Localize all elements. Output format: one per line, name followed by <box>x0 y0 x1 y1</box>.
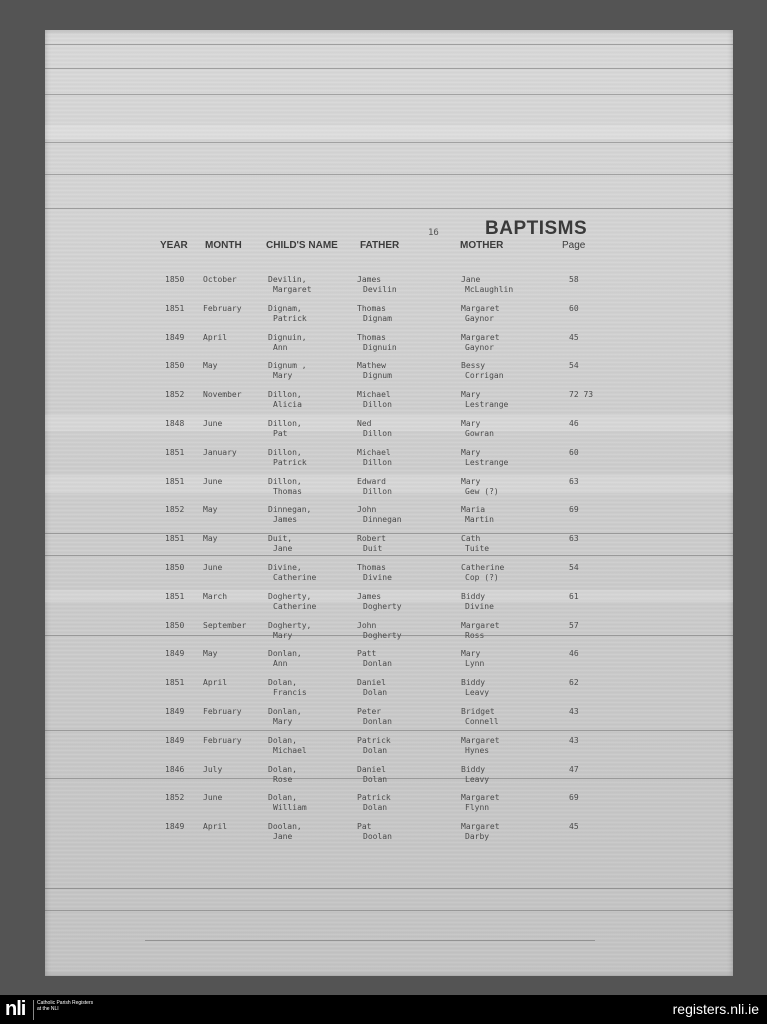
entry-year: 1849 <box>165 332 185 342</box>
entry-mother-forename: Margaret <box>461 332 500 342</box>
entry-child-forename: Rose <box>273 774 293 784</box>
entry-father-forename: Pat <box>357 822 372 832</box>
entry-father-forename: Thomas <box>357 563 386 572</box>
entry-month: May <box>203 505 218 515</box>
site-link[interactable]: registers.nli.ie <box>672 1001 759 1017</box>
entry-year: 1846 <box>165 764 185 774</box>
entry-mother-forename: Cath <box>461 534 481 544</box>
entry-father-forename: Thomas <box>357 303 386 313</box>
entry-page-ref: 45 <box>569 822 579 832</box>
entry-child-forename: Mary <box>273 717 293 726</box>
entry-mother-forename: Margaret <box>461 793 500 803</box>
entry-child-surname: Dolan, <box>268 764 297 774</box>
entry-mother-forename: Mary <box>461 447 481 457</box>
entry-year: 1851 <box>165 591 185 601</box>
entry-year: 1851 <box>165 476 185 486</box>
entry-month: September <box>203 620 247 630</box>
entry-child-forename: Patrick <box>273 313 307 323</box>
entry-page-ref: 57 <box>569 620 579 630</box>
entry-father-surname: Dogherty <box>363 601 402 611</box>
entry-mother-surname: Ross <box>465 630 485 640</box>
entry-month: October <box>203 275 237 284</box>
entry-father-surname: Dogherty <box>363 630 402 640</box>
entry-child-surname: Dillon, <box>268 419 302 428</box>
entry-month: April <box>203 332 228 342</box>
entry-mother-surname: Darby <box>465 832 490 842</box>
entry-father-surname: Duit <box>363 544 383 554</box>
entry-year: 1852 <box>165 793 185 803</box>
entry-year: 1851 <box>165 303 185 313</box>
entry-child-forename: Margaret <box>273 285 312 294</box>
page-number: 16 <box>428 228 439 238</box>
table-row <box>45 765 733 795</box>
entry-year: 1851 <box>165 678 185 688</box>
entry-page-ref: 58 <box>569 275 579 284</box>
entry-mother-surname: Hynes <box>465 745 490 755</box>
entry-father-surname: Dignam <box>363 313 392 323</box>
entry-month: January <box>203 447 237 457</box>
entry-month: April <box>203 678 228 688</box>
header-father: FATHER <box>360 240 400 251</box>
entry-child-surname: Duit, <box>268 534 293 544</box>
entry-mother-surname: Gowran <box>465 429 494 438</box>
entry-mother-forename: Biddy <box>461 678 486 688</box>
entry-father-forename: Robert <box>357 534 386 544</box>
entry-mother-surname: Corrigan <box>465 371 504 381</box>
entry-mother-forename: Mary <box>461 476 481 486</box>
entry-mother-surname: Connell <box>465 717 499 726</box>
table-row <box>45 563 733 593</box>
entry-child-forename: Catherine <box>273 601 317 611</box>
entry-year: 1850 <box>165 563 185 572</box>
entry-mother-forename: Mary <box>461 419 481 428</box>
header-year: YEAR <box>160 240 188 251</box>
entry-father-surname: Doolan <box>363 832 392 842</box>
header-page: Page <box>562 240 586 251</box>
entry-month: June <box>203 793 223 803</box>
entry-father-forename: Daniel <box>357 678 386 688</box>
entry-year: 1851 <box>165 447 185 457</box>
table-row <box>45 649 733 679</box>
entry-mother-surname: Lestrange <box>465 400 509 410</box>
table-row <box>45 736 733 766</box>
entry-father-surname: Dillon <box>363 457 392 467</box>
table-row <box>45 793 733 823</box>
entry-page-ref: 69 <box>569 505 579 515</box>
entry-page-ref: 60 <box>569 447 579 457</box>
entry-child-forename: James <box>273 515 298 525</box>
entry-child-surname: Dinnegan, <box>268 505 312 515</box>
entry-child-surname: Dillon, <box>268 447 302 457</box>
entry-father-surname: Donlan <box>363 717 392 726</box>
entry-mother-forename: Margaret <box>461 822 500 832</box>
entry-child-surname: Dillon, <box>268 476 302 486</box>
entry-father-surname: Dolan <box>363 745 388 755</box>
entry-year: 1850 <box>165 361 185 371</box>
entry-mother-surname: Gew (?) <box>465 486 499 496</box>
table-row <box>45 304 733 334</box>
entry-year: 1851 <box>165 534 185 544</box>
entry-month: February <box>203 735 242 745</box>
table-row <box>45 275 733 305</box>
entry-father-forename: Ned <box>357 419 372 428</box>
table-row <box>45 678 733 708</box>
entry-child-forename: Thomas <box>273 486 302 496</box>
entry-child-surname: Devilin, <box>268 275 307 284</box>
entry-father-forename: Patt <box>357 649 377 659</box>
entry-mother-forename: Jane <box>461 275 481 284</box>
entry-child-forename: Pat <box>273 429 288 438</box>
entry-father-forename: Mathew <box>357 361 386 371</box>
entry-page-ref: 43 <box>569 707 579 716</box>
entry-page-ref: 43 <box>569 735 579 745</box>
entry-child-forename: Michael <box>273 745 307 755</box>
entry-father-surname: Dignuin <box>363 342 397 352</box>
entry-mother-surname: McLaughlin <box>465 285 514 294</box>
entry-month: May <box>203 534 218 544</box>
entry-month: June <box>203 419 223 428</box>
entry-page-ref: 46 <box>569 649 579 659</box>
entry-page-ref: 69 <box>569 793 579 803</box>
entry-child-surname: Dolan, <box>268 678 297 688</box>
entry-month: March <box>203 591 228 601</box>
entry-mother-forename: Biddy <box>461 764 486 774</box>
table-row <box>45 707 733 737</box>
entry-father-surname: Dillon <box>363 429 392 438</box>
entry-year: 1849 <box>165 735 185 745</box>
entry-child-surname: Dolan, <box>268 793 297 803</box>
entry-year: 1849 <box>165 822 185 832</box>
entry-child-surname: Dolan, <box>268 735 297 745</box>
entry-mother-forename: Margaret <box>461 735 500 745</box>
entry-child-forename: Francis <box>273 688 307 698</box>
entry-father-surname: Dillon <box>363 486 392 496</box>
entry-father-surname: Dolan <box>363 803 388 813</box>
entry-father-forename: Patrick <box>357 735 391 745</box>
entry-page-ref: 61 <box>569 591 579 601</box>
entry-year: 1849 <box>165 707 185 716</box>
entry-father-forename: John <box>357 505 377 515</box>
entry-father-forename: Edward <box>357 476 386 486</box>
entry-father-forename: Michael <box>357 390 391 400</box>
table-row <box>45 621 733 651</box>
table-row <box>45 505 733 535</box>
entry-mother-forename: Bessy <box>461 361 486 371</box>
entry-year: 1852 <box>165 505 185 515</box>
entry-father-forename: Daniel <box>357 764 386 774</box>
entry-month: June <box>203 563 223 572</box>
entry-child-forename: Ann <box>273 659 288 669</box>
entry-child-surname: Dignuin, <box>268 332 307 342</box>
entry-mother-forename: Mary <box>461 649 481 659</box>
header-child-name: CHILD'S NAME <box>266 240 338 251</box>
entry-mother-surname: Divine <box>465 601 494 611</box>
entry-month: April <box>203 822 228 832</box>
logo-divider <box>33 1000 34 1020</box>
header-month: MONTH <box>205 240 242 251</box>
entry-mother-surname: Flynn <box>465 803 490 813</box>
entry-page-ref: 54 <box>569 563 579 572</box>
entry-mother-surname: Gaynor <box>465 342 494 352</box>
entry-father-surname: Dignum <box>363 371 392 381</box>
table-row <box>45 534 733 564</box>
entry-child-surname: Dignam, <box>268 303 302 313</box>
logo-caption: Catholic Parish Registers at the NLI <box>37 1000 94 1012</box>
entry-child-forename: William <box>273 803 307 813</box>
entry-page-ref: 63 <box>569 476 579 486</box>
table-row <box>45 822 733 852</box>
table-row <box>45 419 733 449</box>
entry-child-surname: Donlan, <box>268 649 302 659</box>
entry-father-forename: Patrick <box>357 793 391 803</box>
entry-father-surname: Divine <box>363 573 392 582</box>
entry-child-forename: Patrick <box>273 457 307 467</box>
entry-mother-surname: Cop (?) <box>465 573 499 582</box>
footer-bar <box>0 995 767 1024</box>
entry-year: 1852 <box>165 390 185 400</box>
entry-page-ref: 62 <box>569 678 579 688</box>
table-row <box>45 361 733 391</box>
table-row <box>45 592 733 622</box>
entry-mother-forename: Catherine <box>461 563 505 572</box>
entry-mother-surname: Leavy <box>465 688 490 698</box>
entry-father-forename: James <box>357 591 382 601</box>
entry-year: 1848 <box>165 419 185 428</box>
entry-mother-forename: Biddy <box>461 591 486 601</box>
table-row <box>45 448 733 478</box>
entry-father-forename: James <box>357 275 382 284</box>
entry-month: February <box>203 303 242 313</box>
entry-child-forename: Jane <box>273 544 293 554</box>
entry-child-surname: Donlan, <box>268 707 302 716</box>
entry-father-surname: Donlan <box>363 659 392 669</box>
entry-month: July <box>203 764 223 774</box>
entry-father-surname: Dinnegan <box>363 515 402 525</box>
entry-child-forename: Ann <box>273 342 288 352</box>
entry-mother-surname: Tuite <box>465 544 490 554</box>
entry-mother-forename: Margaret <box>461 620 500 630</box>
entry-mother-forename: Mary <box>461 390 481 400</box>
entry-child-surname: Dillon, <box>268 390 302 400</box>
entry-mother-surname: Gaynor <box>465 313 494 323</box>
entry-mother-surname: Lestrange <box>465 457 509 467</box>
entry-month: June <box>203 476 223 486</box>
entry-mother-forename: Maria <box>461 505 486 515</box>
entry-mother-surname: Leavy <box>465 774 490 784</box>
entry-page-ref: 60 <box>569 303 579 313</box>
entry-child-forename: Jane <box>273 832 293 842</box>
entry-child-forename: Mary <box>273 371 293 381</box>
entry-page-ref: 72 73 <box>569 390 594 400</box>
entry-mother-surname: Martin <box>465 515 494 525</box>
entry-child-surname: Doolan, <box>268 822 302 832</box>
entry-mother-forename: Bridget <box>461 707 495 716</box>
entry-father-forename: Peter <box>357 707 382 716</box>
entry-month: May <box>203 361 218 371</box>
entry-month: May <box>203 649 218 659</box>
entry-child-forename: Mary <box>273 630 293 640</box>
header-mother: MOTHER <box>460 240 504 251</box>
entry-page-ref: 46 <box>569 419 579 428</box>
entry-father-forename: Thomas <box>357 332 386 342</box>
entry-page-ref: 45 <box>569 332 579 342</box>
table-row <box>45 390 733 420</box>
table-row <box>45 477 733 507</box>
entry-page-ref: 47 <box>569 764 579 774</box>
entry-father-surname: Dolan <box>363 688 388 698</box>
entry-child-surname: Dogherty, <box>268 591 312 601</box>
entry-child-surname: Dogherty, <box>268 620 312 630</box>
entry-child-surname: Divine, <box>268 563 302 572</box>
entry-child-forename: Alicia <box>273 400 302 410</box>
entry-month: February <box>203 707 242 716</box>
table-row <box>45 333 733 363</box>
register-title: BAPTISMS <box>485 218 588 239</box>
entry-month: November <box>203 390 242 400</box>
nli-logo[interactable]: nli <box>5 998 26 1020</box>
entry-year: 1850 <box>165 275 185 284</box>
entry-father-forename: John <box>357 620 377 630</box>
entry-father-surname: Dolan <box>363 774 388 784</box>
register-page-scan[interactable] <box>45 30 733 976</box>
entry-father-surname: Dillon <box>363 400 392 410</box>
entry-child-surname: Dignum , <box>268 361 307 371</box>
entry-page-ref: 54 <box>569 361 579 371</box>
entry-page-ref: 63 <box>569 534 579 544</box>
entry-child-forename: Catherine <box>273 573 317 582</box>
entry-year: 1850 <box>165 620 185 630</box>
entry-father-surname: Devilin <box>363 285 397 294</box>
entry-mother-surname: Lynn <box>465 659 485 669</box>
entry-year: 1849 <box>165 649 185 659</box>
entry-mother-forename: Margaret <box>461 303 500 313</box>
entry-father-forename: Michael <box>357 447 391 457</box>
